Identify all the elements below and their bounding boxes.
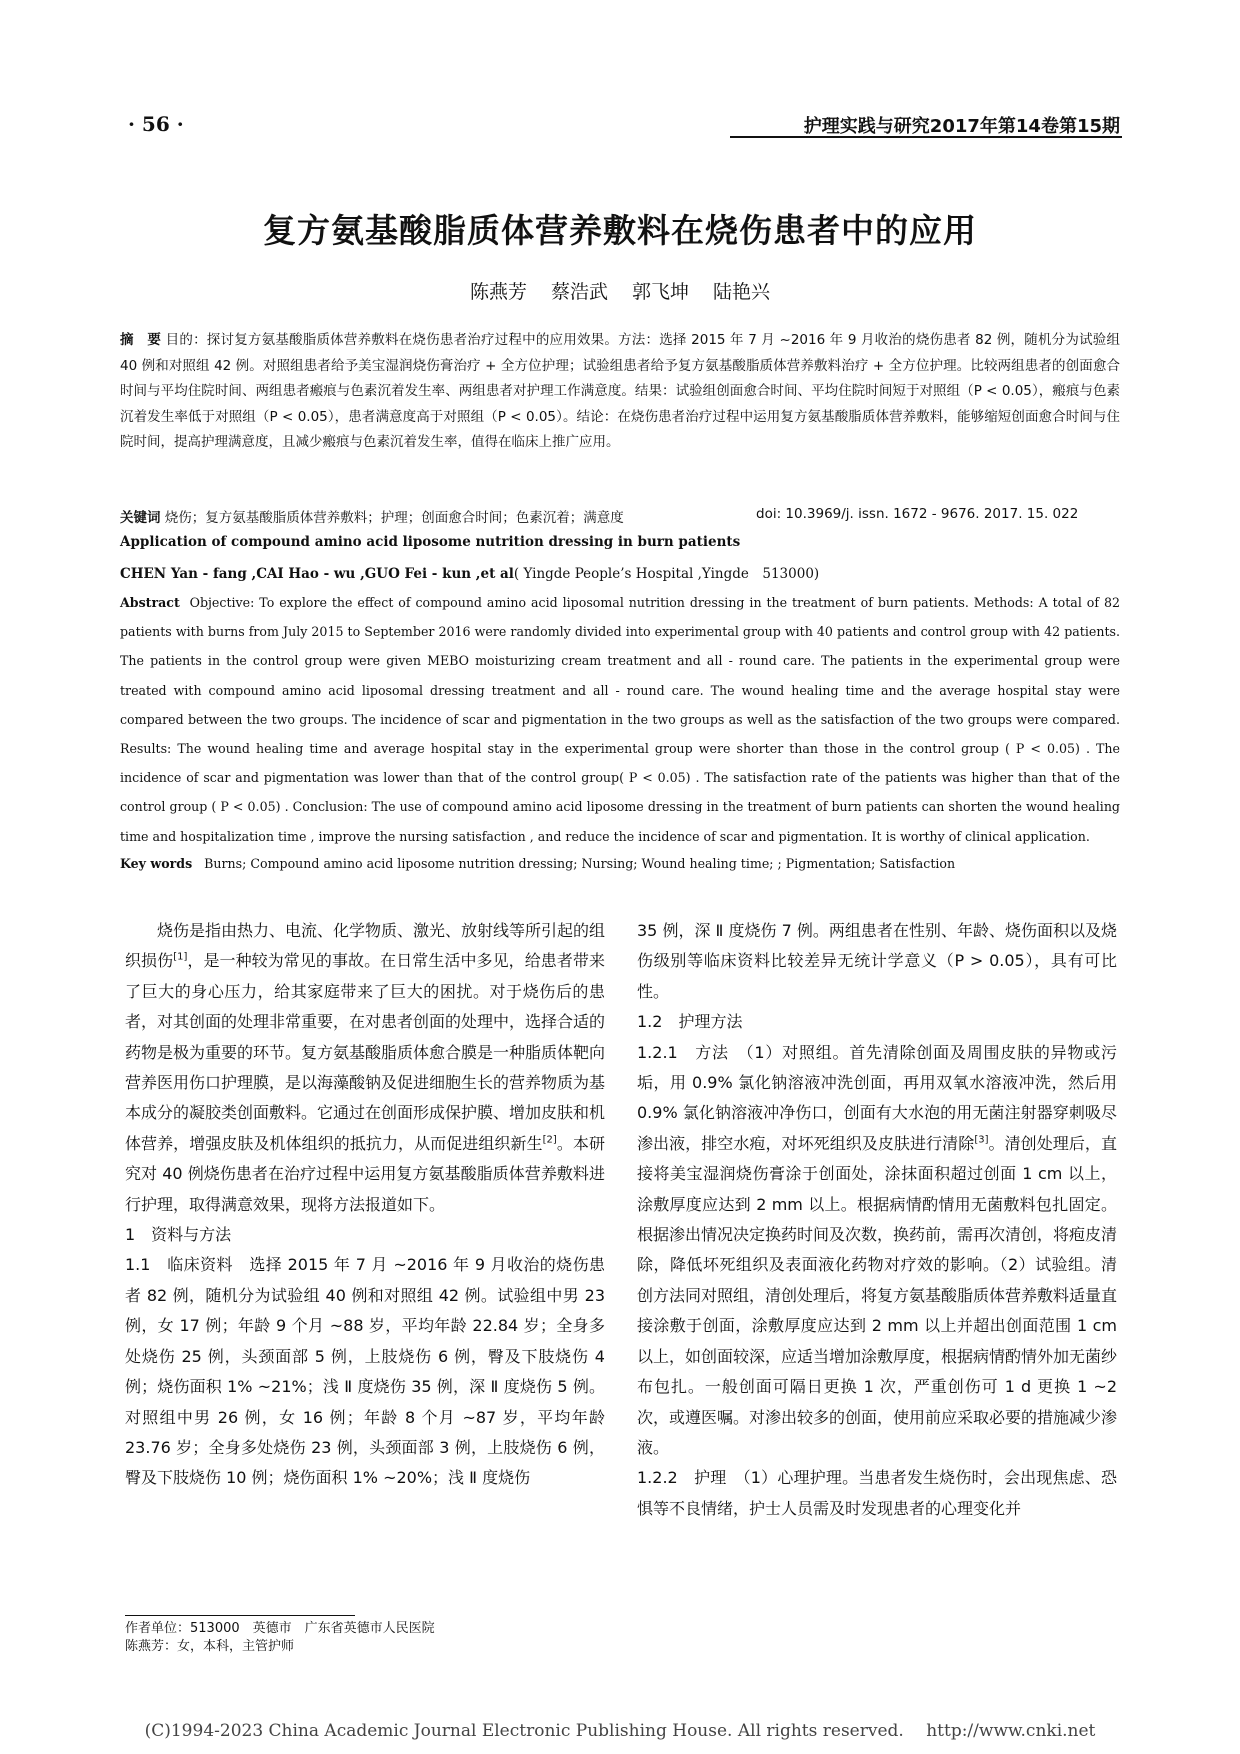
keywords-text: 烧伤；复方氨基酸脂质体营养敷料；护理；创面愈合时间；色素沉着；满意度 [164, 510, 624, 526]
english-abstract-text: Objective: To explore the effect of compound amino acid liposomal nutrition dressing in the treatment of burn patients. Methods: A total of 82 patients with burns from July 2015 to September 2016 were randomly divided into experimental group with 40 patients and control group with 42 patients. The patients in the control group were given MEBO moisturizing cream treatment and all - round care. The patients in the experimental group were treated with compound amino acid liposomal dressing treatment and all - round care. The wound healing time and the average hospital stay were compared between the two groups. The incidence of scar and pigmentation in the two groups as well as the satisfaction of the two groups were compared. Results: The wound healing time and average hospital stay in the experimental group were shorter than those in the control group ( P < 0.05) . The incidence of scar and pigmentation was lower than that of the control group( P < 0.05) . The satisfaction rate of the patients was higher than that of the control group ( P < 0.05) . Conclusion: The use of compound amino acid liposome dressing in the treatment of burn patients can shorten the wound healing time and hospitalization time , improve the nursing satisfaction , and reduce the incidence of scar and pigmentation. It is worthy of clinical application. [120, 595, 1120, 844]
header-rule [730, 136, 1122, 138]
abstract-label: 摘 要 [120, 332, 162, 348]
body-column-left [125, 916, 605, 1494]
intro-paragraph: 烧伤是指由热力、电流、化学物质、激光、放射线等所引起的组织损伤[1]，是一种较为常见的事故。在日常生活中多见，给患者带来了巨大的身心压力，给其家庭带来了巨大的困扰。对于烧伤后的患者，对其创面的处理非常重要，在对患者创面的处理中，选择合适的药物是极为重要的环节。复方氨基酸脂质体愈合膜是一种脂质体靶向营养医用伤口护理膜，是以海藻酸钠及促进细胞生长的营养物质为基本成分的凝胶类创面敷料。它通过在创面形成保护膜、增加皮肤和机体营养，增强皮肤及机体组织的抵抗力，从而促进组织新生[2]。本研究对 40 例烧伤患者在治疗过程中运用复方氨基酸脂质体营养敷料进行护理，取得满意效果，现将方法报道如下。 [125, 921, 606, 1214]
body-column-right [637, 916, 1117, 1524]
footnote-affiliation: 作者单位：513000 英德市 广东省英德市人民医院 [125, 1621, 435, 1636]
english-abstract-label: Abstract [120, 595, 180, 610]
english-abstract [120, 588, 1120, 851]
article-authors: 陈燕芳 蔡浩武 郭飞坤 陆艳兴 [469, 281, 771, 303]
abstract-text: 目的：探讨复方氨基酸脂质体营养敷料在烧伤患者治疗过程中的应用效果。方法：选择 2015 年 7 月 ~2016 年 9 月收治的烧伤患者 82 例，随机分为试验组 40 例和对照组 42 例。对照组患者给予美宝湿润烧伤膏治疗 + 全方位护理；试验组患者给予复方氨基酸脂质体营养敷料治疗 + 全方位护理。比较两组患者的创面愈合时间与平均住院时间、两组患者瘢痕与色素沉着发生率、两组患者对护理工作满意度。结果：试验组创面愈合时间、平均住院时间短于对照组（P < 0.05），瘢痕与色素沉着发生率低于对照组（P < 0.05），患者满意度高于对照组（P < 0.05）。结论：在烧伤患者治疗过程中运用复方氨基酸脂质体营养敷料，能够缩短创面愈合时间与住院时间，提高护理满意度，且减少瘢痕与色素沉着发生率，值得在临床上推广应用。 [120, 332, 1121, 450]
english-affiliation: ( Yingde People’s Hospital ,Yingde 513000) [513, 566, 820, 582]
section-heading-1: 1 资料与方法 [125, 1225, 232, 1245]
footnote-rule [125, 1615, 355, 1616]
citation-2: [2] [542, 1134, 557, 1146]
article-title: 复方氨基酸脂质体营养敷料在烧伤患者中的应用 [263, 211, 977, 250]
english-keywords-text: Burns; Compound amino acid liposome nutrition dressing; Nursing; Wound healing time; ; Pigmentation; Satisfaction [204, 856, 956, 871]
chinese-abstract [120, 328, 1120, 456]
footnote-author: 陈燕芳：女，本科，主管护师 [125, 1639, 295, 1654]
clinical-data-paragraph: 1.1 临床资料 选择 2015 年 7 月 ~2016 年 9 月收治的烧伤患者 82 例，随机分为试验组 40 例和对照组 42 例。试验组中男 23 例，女 17 例；年龄 9 个月 ~88 岁，平均年龄 22.84 岁；全身多处烧伤 25 例，头颈面部 5 例，上肢烧伤 6 例，臀及下肢烧伤 4 例；烧伤面积 1% ~21%；浅 Ⅱ 度烧伤 35 例，深 Ⅱ 度烧伤 5 例。对照组中男 26 例，女 16 例；年龄 8 个月 ~87 岁，平均年龄 23.76 岁；全身多处烧伤 23 例，头颈面部 3 例，上肢烧伤 6 例，臀及下肢烧伤 10 例；烧伤面积 1% ~20%；浅 Ⅱ 度烧伤 [125, 1255, 605, 1488]
chinese-keywords [120, 506, 1120, 526]
nursing-paragraph: 1.2.2 护理 （1）心理护理。当患者发生烧伤时，会出现焦虑、恐惧等不良情绪，护士人员需及时发现患者的心理变化并 [637, 1468, 1117, 1518]
journal-running-head: 护理实践与研究2017年第14卷第15期 [803, 116, 1120, 137]
method-paragraph: 1.2.1 方法 （1）对照组。首先清除创面及周围皮肤的异物或污垢，用 0.9% 氯化钠溶液冲洗创面，再用双氧水溶液冲洗，然后用 0.9% 氯化钠溶液冲净伤口，创面有大水泡的用无菌注射器穿刺吸尽渗出液，排空水疱，对坏死组织及皮肤进行清除[3]。清创处理后，直接将美宝湿润烧伤膏涂于创面处，涂抹面积超过创面 1 cm 以上，涂敷厚度应达到 2 mm 以上。根据病情酌情用无菌敷料包扎固定。根据渗出情况决定换药时间及次数，换药前，需再次清创，将疱皮清除，降低坏死组织及表面液化药物对疗效的影响。（2）试验组。清创方法同对照组，清创处理后，将复方氨基酸脂质体营养敷料适量直接涂敷于创面，涂敷厚度应达到 2 mm 以上并超出创面范围 1 cm 以上，如创面较深，应适当增加涂敷厚度，根据病情酌情外加无菌纱布包扎。一般创面可隔日更换 1 次，严重创伤可 1 d 更换 1 ~2 次，或遵医嘱。对渗出较多的创面，使用前应采取必要的措施减少渗液。 [637, 1042, 1118, 1457]
keywords-label: 关键词 [120, 510, 161, 526]
english-keywords [120, 856, 1120, 871]
citation-1: [1] [173, 952, 188, 964]
doi: doi: 10.3969/j. issn. 1672 - 9676. 2017. 15. 022 [756, 506, 1079, 522]
english-author-names: CHEN Yan - fang ,CAI Hao - wu ,GUO Fei - kun ,et al [120, 566, 514, 582]
english-keywords-label: Key words [120, 856, 193, 871]
english-authors [120, 562, 819, 582]
citation-3: [3] [974, 1134, 989, 1146]
section-heading-1-2: 1.2 护理方法 [637, 1012, 743, 1032]
page-number: · 56 · [128, 112, 184, 136]
english-title: Application of compound amino acid liposome nutrition dressing in burn patients [120, 534, 741, 550]
author-footnote [125, 1620, 435, 1656]
clinical-data-continued: 35 例，深 Ⅱ 度烧伤 7 例。两组患者在性别、年龄、烧伤面积以及烧伤级别等临床资料比较差异无统计学意义（P > 0.05），具有可比性。 [637, 921, 1117, 1001]
copyright-line: (C)1994-2023 China Academic Journal Electronic Publishing House. All rights reserved. http://www.cnki.net [144, 1721, 1096, 1741]
